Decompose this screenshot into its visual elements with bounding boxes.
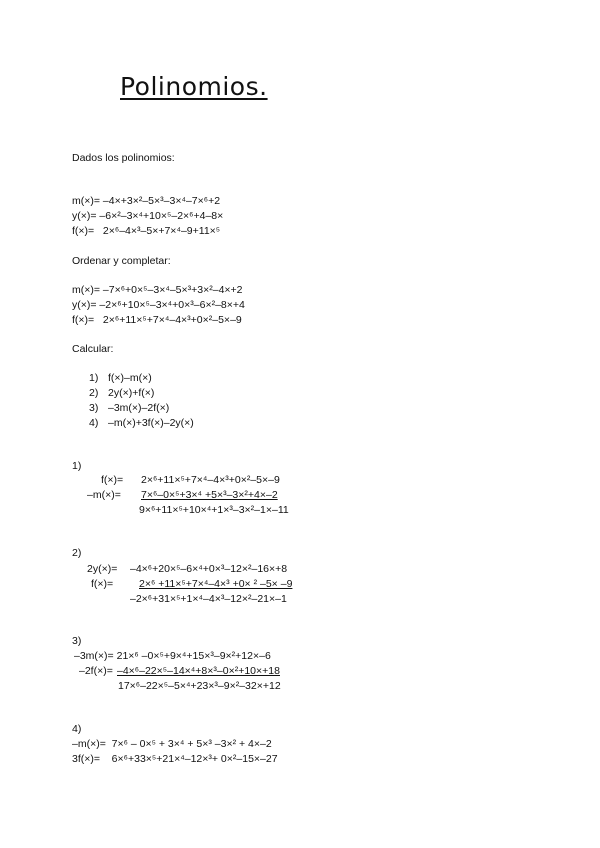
solution-3-row2-value: –4×⁶–22×⁵–14×⁴+8×³–0×²+10×+18 [117, 665, 280, 677]
solution-1-row1-label: f(×)= [101, 474, 124, 486]
solution-3-result: 17×⁶–22×⁵–5×⁴+23×³–9×²–32×+12 [118, 680, 281, 692]
task-text: –m(×)+3f(×)–2y(×) [108, 417, 194, 429]
given-y: y(×)= –6×²–3×⁴+10×⁵–2×⁶+4–8× [72, 210, 224, 222]
ordered-m: m(×)= –7×⁶+0×⁵–3×⁴–5×³+3×²–4×+2 [72, 284, 243, 296]
solution-1-row1-value: 2×⁶+11×⁵+7×⁴–4×³+0×²–5×–9 [141, 474, 280, 486]
given-f: f(×)= 2×⁶–4×³–5×+7×⁴–9+11×⁵ [72, 225, 221, 237]
task-text: –3m(×)–2f(×) [108, 402, 170, 414]
task-number: 4) [89, 417, 99, 429]
given-m: m(×)= –4×+3×²–5×³–3×⁴–7×⁶+2 [72, 195, 221, 207]
solution-2-label: 2) [72, 547, 82, 559]
task-number: 3) [89, 402, 99, 414]
solution-2-row1-label: 2y(×)= [87, 563, 118, 575]
solution-3-row1: –3m(×)= 21×⁶ –0×⁵+9×⁴+15×³–9×²+12×–6 [74, 650, 271, 662]
task-text: 2y(×)+f(×) [108, 387, 155, 399]
solution-1-result: 9×⁶+11×⁵+10×⁴+1×³–3×²–1×–11 [139, 504, 289, 516]
ordered-f: f(×)= 2×⁶+11×⁵+7×⁴–4×³+0×²–5×–9 [72, 314, 242, 326]
page-title: Polinomios. [120, 72, 268, 101]
solution-4-row2: 3f(×)= 6×⁶+33×⁵+21×⁴–12×³+ 0×²–15×–27 [72, 753, 278, 765]
solution-2-row2-label: f(×)= [91, 578, 114, 590]
solution-4-row1: –m(×)= 7×⁶ – 0×⁵ + 3×⁴ + 5×³ –3×² + 4×–2 [72, 738, 272, 750]
solution-2-row1-value: –4×⁶+20×⁵–6×⁴+0×³–12×²–16×+8 [130, 563, 288, 575]
ordered-y: y(×)= –2×⁶+10×⁵–3×⁴+0×³–6×²–8×+4 [72, 299, 245, 311]
order-heading: Ordenar y completar: [72, 255, 171, 267]
solution-1-label: 1) [72, 460, 82, 472]
task-text: f(×)–m(×) [108, 372, 152, 384]
solution-4-label: 4) [72, 723, 82, 735]
calc-heading: Calcular: [72, 343, 114, 355]
task-number: 2) [89, 387, 99, 399]
solution-1-row2-label: –m(×)= [87, 489, 121, 501]
intro-text: Dados los polinomios: [72, 152, 175, 164]
solution-2-row2-value: 2×⁶ +11×⁵+7×⁴–4×³ +0× ² –5× –9 [139, 578, 293, 590]
solution-3-label: 3) [72, 635, 82, 647]
task-number: 1) [89, 372, 99, 384]
solution-3-row2-label: –2f(×)= [79, 665, 116, 677]
solution-1-row2-value: 7×⁶–0×⁵+3×⁴ +5×³–3×²+4×–2 [141, 489, 278, 501]
solution-2-result: –2×⁶+31×⁵+1×⁴–4×³–12×²–21×–1 [130, 593, 287, 605]
